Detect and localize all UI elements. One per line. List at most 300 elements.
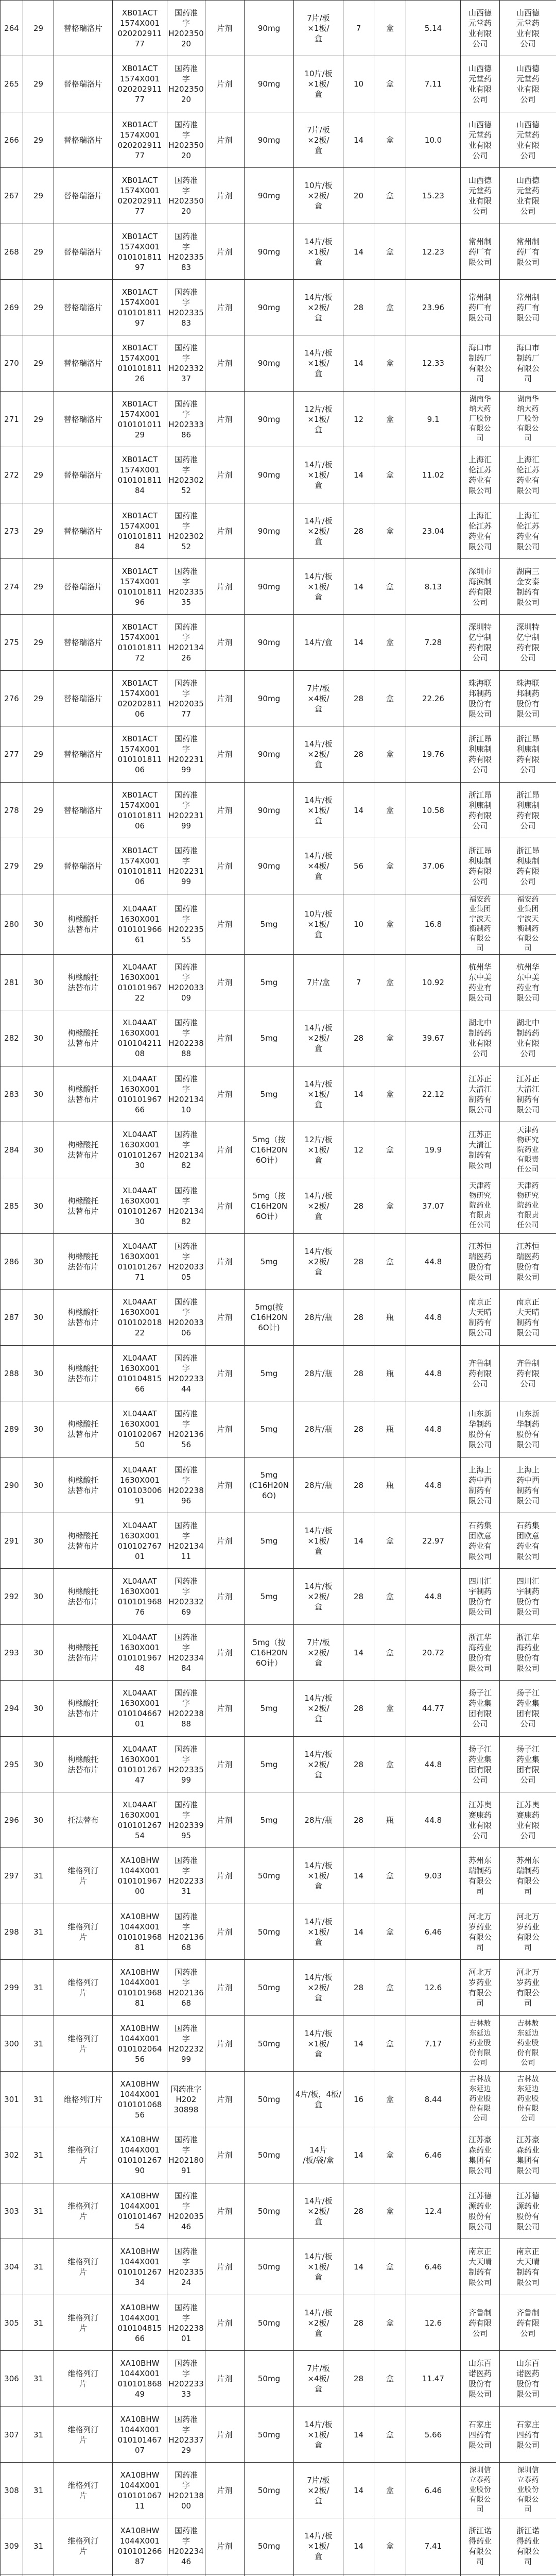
- table-row: [1, 615, 556, 671]
- drug-code-cell: XB01ACT 1574X001 010101811 72: [113, 615, 167, 671]
- row-number-cell: 283: [1, 1066, 23, 1122]
- manufacturer-cell: 石药集 团欧意 药业有 限公司: [461, 1513, 500, 1569]
- drug-code-cell: XL04AAT 1630X001 010102067 50: [113, 1401, 167, 1458]
- packaging-cell: 14片/板 ×2板/ 盒: [294, 2183, 343, 2239]
- row-number-cell: 302: [1, 2127, 23, 2183]
- approval-number-cell: 国药准 字 H202231 99: [167, 838, 205, 894]
- specification-cell: 90mg: [245, 392, 294, 447]
- conversion-quantity-cell: 14: [343, 2127, 374, 2183]
- packaging-cell: 10片/板 ×1板/ 盒: [294, 56, 343, 112]
- approval-number-cell: 国药准 字 H202337 29: [167, 2407, 205, 2463]
- packaging-cell: 7片/板 ×2板/ 盒: [294, 2463, 343, 2518]
- specification-cell: 90mg: [245, 838, 294, 894]
- minimum-unit-cell: 盒: [374, 2518, 406, 2574]
- group-number-cell: 30: [23, 1792, 54, 1848]
- drug-code-cell: XL04AAT 1630X001 010101267 30: [113, 1122, 167, 1178]
- group-number-cell: 30: [23, 1010, 54, 1066]
- manufacturer-cell: 常州制 药厂有 限公司: [461, 280, 500, 335]
- price-cell: 12.33: [406, 335, 461, 392]
- conversion-quantity-cell: 28: [343, 1290, 374, 1346]
- manufacturer-cell: 山西德 元堂药 业有限 公司: [461, 112, 500, 168]
- minimum-unit-cell: 盒: [374, 2072, 406, 2127]
- price-cell: 44.8: [406, 1290, 461, 1346]
- packaging-cell: 28片/瓶: [294, 1458, 343, 1513]
- drug-name-cell: 维格列汀 片: [54, 2351, 113, 2407]
- dosage-form-cell: 片剂: [205, 1681, 245, 1737]
- packaging-cell: 7片/板 ×4板/ 盒: [294, 2351, 343, 2407]
- price-cell: 7.11: [406, 56, 461, 112]
- packaging-cell: 14片/板 ×1板/ 盒: [294, 1066, 343, 1122]
- price-cell: 5.14: [406, 1, 461, 56]
- minimum-unit-cell: 盒: [374, 615, 406, 671]
- drug-code-cell: XB01ACT 1574X001 020202911 77: [113, 112, 167, 168]
- approval-number-cell: 国药准 字 H202033 05: [167, 1234, 205, 1290]
- drug-code-cell: XL04AAT 1630X001 010101267 47: [113, 1737, 167, 1792]
- group-number-cell: 29: [23, 615, 54, 671]
- group-number-cell: 31: [23, 2183, 54, 2239]
- conversion-quantity-cell: 28: [343, 1178, 374, 1234]
- drug-name-cell: 维格列汀 片: [54, 2127, 113, 2183]
- row-number-cell: 294: [1, 1681, 23, 1737]
- table-row: [1, 2127, 556, 2183]
- dosage-form-cell: 片剂: [205, 56, 245, 112]
- price-cell: 6.46: [406, 2463, 461, 2518]
- drug-name-cell: 维格列汀片: [54, 2072, 113, 2127]
- manufacturer-cell: 江苏豪 森药业 集团有 限公司: [461, 2127, 500, 2183]
- dosage-form-cell: 片剂: [205, 392, 245, 447]
- group-number-cell: 30: [23, 1234, 54, 1290]
- group-number-cell: 29: [23, 447, 54, 503]
- license-holder-cell: 上海汇 伦江苏 药业有 限公司: [500, 447, 556, 503]
- minimum-unit-cell: 盒: [374, 2016, 406, 2072]
- conversion-quantity-cell: 14: [343, 1848, 374, 1904]
- minimum-unit-cell: 盒: [374, 1848, 406, 1904]
- approval-number-cell: 国药准 字 H202134 11: [167, 1513, 205, 1569]
- drug-name-cell: 维格列汀 片: [54, 1904, 113, 1960]
- packaging-cell: 14片/板 ×1板/ 盒: [294, 2518, 343, 2574]
- dosage-form-cell: 片剂: [205, 1010, 245, 1066]
- dosage-form-cell: 片剂: [205, 1569, 245, 1625]
- drug-name-cell: 枸橼酸托 法替布片: [54, 1625, 113, 1681]
- license-holder-cell: 福安药 业集团 宁波天 衡制药 有限公 司: [500, 894, 556, 955]
- packaging-cell: 7片/板 ×1板/ 盒: [294, 1, 343, 56]
- minimum-unit-cell: [374, 2574, 406, 2576]
- group-number-cell: 30: [23, 1290, 54, 1346]
- specification-cell: 5mg: [245, 1401, 294, 1458]
- drug-name-cell: 替格瑞洛片: [54, 447, 113, 503]
- manufacturer-cell: 山西德 元堂药 业有限 公司: [461, 1, 500, 56]
- price-cell: 10.58: [406, 783, 461, 838]
- approval-number-cell: 国药准 字 H202335 83: [167, 224, 205, 280]
- drug-code-cell: XB01ACT 1574X001 010101011 29: [113, 392, 167, 447]
- license-holder-cell: 湖北中 制药药 业有限 公司: [500, 1010, 556, 1066]
- price-cell: 11.47: [406, 2351, 461, 2407]
- price-cell: [406, 2574, 461, 2576]
- table-row: [1, 224, 556, 280]
- approval-number-cell: 国药准 字 H202134 26: [167, 615, 205, 671]
- specification-cell: 50mg: [245, 2183, 294, 2239]
- minimum-unit-cell: 盒: [374, 2239, 406, 2295]
- packaging-cell: 14片/板 ×1板/ 盒: [294, 783, 343, 838]
- drug-code-cell: XA10BHW 1044X001 010104815 66: [113, 2295, 167, 2351]
- dosage-form-cell: 片剂: [205, 1904, 245, 1960]
- drug-name-cell: 枸橼酸托 法替布片: [54, 1122, 113, 1178]
- dosage-form-cell: 片剂: [205, 447, 245, 503]
- row-number-cell: 284: [1, 1122, 23, 1178]
- approval-number-cell: 国药准 字 H202332 37: [167, 335, 205, 392]
- minimum-unit-cell: 盒: [374, 2407, 406, 2463]
- dosage-form-cell: 片剂: [205, 1401, 245, 1458]
- group-number-cell: 29: [23, 1, 54, 56]
- manufacturer-cell: 湖北中 制药药 业有限 公司: [461, 1010, 500, 1066]
- row-number-cell: 282: [1, 1010, 23, 1066]
- manufacturer-cell: 湖南华 纳大药 厂股份 有限公 司: [461, 392, 500, 447]
- specification-cell: 5mg: [245, 1010, 294, 1066]
- row-number-cell: [1, 2574, 23, 2576]
- table-row: [1, 2072, 556, 2127]
- dosage-form-cell: 片剂: [205, 1960, 245, 2016]
- price-cell: 23.96: [406, 280, 461, 335]
- drug-code-cell: XA10BHW 1044X001 010101968 81: [113, 1960, 167, 2016]
- packaging-cell: 14片/板 ×1板/ 盒: [294, 2239, 343, 2295]
- packaging-cell: 14片/板 ×1板/ 盒: [294, 559, 343, 615]
- manufacturer-cell: 珠海联 邦制药 股份有 限公司: [461, 671, 500, 726]
- approval-number-cell: 国药准 字 H202233 33: [167, 2351, 205, 2407]
- drug-code-cell: XL04AAT 1630X001 010101968 76: [113, 1569, 167, 1625]
- minimum-unit-cell: 盒: [374, 392, 406, 447]
- group-number-cell: 29: [23, 280, 54, 335]
- drug-name-cell: 枸橼酸托 法替布片: [54, 1346, 113, 1401]
- table-row: [1, 1122, 556, 1178]
- minimum-unit-cell: 盒: [374, 2183, 406, 2239]
- dosage-form-cell: 片剂: [205, 2239, 245, 2295]
- group-number-cell: 31: [23, 2239, 54, 2295]
- specification-cell: 50mg: [245, 2407, 294, 2463]
- specification-cell: 50mg: [245, 2518, 294, 2574]
- group-number-cell: 29: [23, 335, 54, 392]
- table-row: [1, 56, 556, 112]
- specification-cell: 5mg: [245, 1569, 294, 1625]
- drug-code-cell: XL04AAT 1630X001 010101267 30: [113, 1178, 167, 1234]
- dosage-form-cell: 片剂: [205, 2463, 245, 2518]
- price-cell: 20.72: [406, 1625, 461, 1681]
- price-cell: 12.23: [406, 224, 461, 280]
- specification-cell: 50mg: [245, 2351, 294, 2407]
- price-cell: 44.8: [406, 1458, 461, 1513]
- group-number-cell: 30: [23, 1737, 54, 1792]
- dosage-form-cell: 片剂: [205, 1513, 245, 1569]
- approval-number-cell: 国药准 字 H202302 52: [167, 503, 205, 559]
- group-number-cell: 30: [23, 1401, 54, 1458]
- drug-name-cell: 替格瑞洛片: [54, 1, 113, 56]
- packaging-cell: 14片/板 ×1板/ 盒: [294, 224, 343, 280]
- approval-number-cell: 国药准 字 H202231 99: [167, 783, 205, 838]
- dosage-form-cell: 片剂: [205, 168, 245, 224]
- drug-name-cell: 替格瑞洛片: [54, 335, 113, 392]
- license-holder-cell: 四川汇 宇制药 股份有 限公司: [500, 1569, 556, 1625]
- specification-cell: 5mg: [245, 1066, 294, 1122]
- license-holder-cell: 深圳特 亿宁制 药有限 公司: [500, 615, 556, 671]
- dosage-form-cell: [205, 2574, 245, 2576]
- license-holder-cell: 齐鲁制 药有限 公司: [500, 2295, 556, 2351]
- dosage-form-cell: 片剂: [205, 1737, 245, 1792]
- specification-cell: 5mg (C16H20N 6O): [245, 1458, 294, 1513]
- row-number-cell: 287: [1, 1290, 23, 1346]
- manufacturer-cell: 杭州华 东中美 药业有 限公司: [461, 955, 500, 1010]
- table-row: [1, 2463, 556, 2518]
- conversion-quantity-cell: 28: [343, 280, 374, 335]
- dosage-form-cell: 片剂: [205, 224, 245, 280]
- table-row: [1, 1960, 556, 2016]
- minimum-unit-cell: 盒: [374, 955, 406, 1010]
- license-holder-cell: 天津药 物研究 院药业 有限责 任公司: [500, 1178, 556, 1234]
- conversion-quantity-cell: 14: [343, 1513, 374, 1569]
- specification-cell: 50mg: [245, 2463, 294, 2518]
- row-number-cell: 268: [1, 224, 23, 280]
- conversion-quantity-cell: 28: [343, 1234, 374, 1290]
- drug-code-cell: XL04AAT 1630X001 010102018 22: [113, 1290, 167, 1346]
- group-number-cell: 29: [23, 503, 54, 559]
- row-number-cell: 291: [1, 1513, 23, 1569]
- minimum-unit-cell: 盒: [374, 168, 406, 224]
- manufacturer-cell: 河北万 岁药业 有限公 司: [461, 1904, 500, 1960]
- packaging-cell: 14片/板 ×1板/ 盒: [294, 335, 343, 392]
- packaging-cell: 28片/瓶: [294, 1401, 343, 1458]
- drug-name-cell: 替格瑞洛片: [54, 559, 113, 615]
- specification-cell: 90mg: [245, 447, 294, 503]
- drug-name-cell: 维格列汀 片: [54, 2463, 113, 2518]
- group-number-cell: 29: [23, 671, 54, 726]
- packaging-cell: 14片/板 ×2板/ 盒: [294, 1010, 343, 1066]
- drug-name-cell: 维格列汀 片: [54, 2295, 113, 2351]
- license-holder-cell: 珠海联 邦制药 股份有 限公司: [500, 671, 556, 726]
- specification-cell: 90mg: [245, 559, 294, 615]
- group-number-cell: 31: [23, 2127, 54, 2183]
- group-number-cell: 29: [23, 112, 54, 168]
- group-number-cell: 30: [23, 1346, 54, 1401]
- specification-cell: 5mg(按 C16H20N 6O计): [245, 1290, 294, 1346]
- specification-cell: 90mg: [245, 56, 294, 112]
- table-row: [1, 2183, 556, 2239]
- license-holder-cell: 南京正 大天晴 制药有 限公司: [500, 1290, 556, 1346]
- drug-name-cell: 枸橼酸托 法替布片: [54, 894, 113, 955]
- approval-number-cell: 国药准 字 H202232 99: [167, 2016, 205, 2072]
- drug-code-cell: XL04AAT 1630X001 010104667 01: [113, 1681, 167, 1737]
- dosage-form-cell: 片剂: [205, 671, 245, 726]
- license-holder-cell: 河北万 岁药业 有限公 司: [500, 1960, 556, 2016]
- conversion-quantity-cell: 14: [343, 1904, 374, 1960]
- approval-number-cell: 国药准 字 H202231 99: [167, 726, 205, 783]
- specification-cell: 5mg: [245, 1513, 294, 1569]
- table-row: [1, 2295, 556, 2351]
- dosage-form-cell: 片剂: [205, 2127, 245, 2183]
- price-cell: 22.97: [406, 1513, 461, 1569]
- manufacturer-cell: 江苏恒 瑞医药 股份有 限公司: [461, 1234, 500, 1290]
- manufacturer-cell: 深圳市 海滨制 药有限 公司: [461, 559, 500, 615]
- manufacturer-cell: 吉林敖 东延边 药业股 份有限 公司: [461, 2072, 500, 2127]
- price-cell: 5.66: [406, 2407, 461, 2463]
- license-holder-cell: 天津药 物研究 院药业 有限责 任公司: [500, 1122, 556, 1178]
- table-row: [1, 1681, 556, 1737]
- group-number-cell: 29: [23, 224, 54, 280]
- license-holder-cell: 扬子江 药业集 团有限 公司: [500, 1737, 556, 1792]
- license-holder-cell: 山西德 元堂药 业有限 公司: [500, 168, 556, 224]
- group-number-cell: 29: [23, 168, 54, 224]
- table-body: [1, 1, 556, 2576]
- manufacturer-cell: 上海汇 伦江苏 药业有 限公司: [461, 447, 500, 503]
- price-cell: 19.76: [406, 726, 461, 783]
- minimum-unit-cell: 盒: [374, 2295, 406, 2351]
- drug-code-cell: [113, 2574, 167, 2576]
- conversion-quantity-cell: 14: [343, 2016, 374, 2072]
- row-number-cell: 286: [1, 1234, 23, 1290]
- license-holder-cell: 扬子江 药业集 团有限 公司: [500, 1681, 556, 1737]
- row-number-cell: 293: [1, 1625, 23, 1681]
- row-number-cell: 279: [1, 838, 23, 894]
- approval-number-cell: 国药准 字 H202350 20: [167, 56, 205, 112]
- manufacturer-cell: 山东百 诺医药 股份有 限公司: [461, 2351, 500, 2407]
- minimum-unit-cell: 盒: [374, 1960, 406, 2016]
- table-row: [1, 1, 556, 56]
- specification-cell: 90mg: [245, 112, 294, 168]
- specification-cell: 5mg: [245, 1681, 294, 1737]
- price-cell: 7.28: [406, 615, 461, 671]
- manufacturer-cell: 南京正 大天晴 制药有 限公司: [461, 1290, 500, 1346]
- minimum-unit-cell: 盒: [374, 1122, 406, 1178]
- minimum-unit-cell: 盒: [374, 838, 406, 894]
- dosage-form-cell: 片剂: [205, 1066, 245, 1122]
- row-number-cell: 274: [1, 559, 23, 615]
- table-row: [1, 1904, 556, 1960]
- drug-code-cell: XL04AAT 1630X001 010101967 66: [113, 1066, 167, 1122]
- dosage-form-cell: 片剂: [205, 955, 245, 1010]
- group-number-cell: 29: [23, 559, 54, 615]
- manufacturer-cell: 浙江诺 得药业 有限公 司: [461, 2518, 500, 2574]
- drug-name-cell: [54, 2574, 113, 2576]
- manufacturer-cell: 天津药 物研究 院药业 有限责 任公司: [461, 1178, 500, 1234]
- conversion-quantity-cell: 28: [343, 1737, 374, 1792]
- license-holder-cell: 山西德 元堂药 业有限 公司: [500, 1, 556, 56]
- packaging-cell: 14片/板 ×1板/ 盒: [294, 2016, 343, 2072]
- price-cell: 10.92: [406, 955, 461, 1010]
- price-cell: 19.9: [406, 1122, 461, 1178]
- drug-name-cell: 枸橼酸托 法替布片: [54, 1569, 113, 1625]
- price-cell: 22.26: [406, 671, 461, 726]
- minimum-unit-cell: 盒: [374, 2463, 406, 2518]
- dosage-form-cell: 片剂: [205, 559, 245, 615]
- manufacturer-cell: 深圳信 立泰药 业股份 有限公 司: [461, 2463, 500, 2518]
- specification-cell: 90mg: [245, 726, 294, 783]
- table-row: [1, 1458, 556, 1513]
- price-cell: 8.44: [406, 2072, 461, 2127]
- manufacturer-cell: 江苏德 源药业 股份有 限公司: [461, 2183, 500, 2239]
- minimum-unit-cell: 瓶: [374, 1346, 406, 1401]
- manufacturer-cell: 上海汇 伦江苏 药业有 限公司: [461, 503, 500, 559]
- price-cell: 7.41: [406, 2518, 461, 2574]
- specification-cell: 90mg: [245, 168, 294, 224]
- drug-name-cell: 维格列汀 片: [54, 2239, 113, 2295]
- license-holder-cell: [500, 2574, 556, 2576]
- approval-number-cell: 国药准 字 H202234 46: [167, 2518, 205, 2574]
- packaging-cell: 12片/板 ×1板/ 盒: [294, 1122, 343, 1178]
- manufacturer-cell: 河北万 岁药业 有限公 司: [461, 1960, 500, 2016]
- row-number-cell: 290: [1, 1458, 23, 1513]
- conversion-quantity-cell: 28: [343, 1681, 374, 1737]
- price-cell: 7.17: [406, 2016, 461, 2072]
- manufacturer-cell: 江苏奥 赛康药 业有限 公司: [461, 1792, 500, 1848]
- minimum-unit-cell: 盒: [374, 1737, 406, 1792]
- manufacturer-cell: 山西德 元堂药 业有限 公司: [461, 168, 500, 224]
- approval-number-cell: 国药准 字 H202136 68: [167, 1960, 205, 2016]
- conversion-quantity-cell: 14: [343, 783, 374, 838]
- row-number-cell: 270: [1, 335, 23, 392]
- drug-code-cell: XA10BHW 1044X001 010101467 54: [113, 2183, 167, 2239]
- approval-number-cell: 国药准 字 H202238 88: [167, 1010, 205, 1066]
- approval-number-cell: 国药准 字 H202035 46: [167, 2183, 205, 2239]
- conversion-quantity-cell: 28: [343, 1792, 374, 1848]
- drug-code-cell: XA10BHW 1044X001 010102064 56: [113, 2016, 167, 2072]
- packaging-cell: 14片/板 ×2板/ 盒: [294, 1178, 343, 1234]
- table-row: [1, 1290, 556, 1346]
- dosage-form-cell: 片剂: [205, 1625, 245, 1681]
- packaging-cell: 7片/盒: [294, 955, 343, 1010]
- approval-number-cell: 国药准 字 H202136 68: [167, 1904, 205, 1960]
- price-cell: 23.04: [406, 503, 461, 559]
- conversion-quantity-cell: 14: [343, 224, 374, 280]
- minimum-unit-cell: 盒: [374, 112, 406, 168]
- license-holder-cell: 浙江昂 利康制 药有限 公司: [500, 726, 556, 783]
- drug-code-cell: XL04AAT 1630X001 010104211 08: [113, 1010, 167, 1066]
- drug-name-cell: 替格瑞洛片: [54, 838, 113, 894]
- packaging-cell: [294, 2574, 343, 2576]
- license-holder-cell: 浙江昂 利康制 药有限 公司: [500, 838, 556, 894]
- row-number-cell: 275: [1, 615, 23, 671]
- specification-cell: 5mg: [245, 1234, 294, 1290]
- manufacturer-cell: 海口市 制药厂 有限公 司: [461, 335, 500, 392]
- approval-number-cell: 国药准 字 H202335 24: [167, 2239, 205, 2295]
- conversion-quantity-cell: 56: [343, 838, 374, 894]
- row-number-cell: 276: [1, 671, 23, 726]
- table-row: [1, 112, 556, 168]
- conversion-quantity-cell: 14: [343, 1066, 374, 1122]
- row-number-cell: 296: [1, 1792, 23, 1848]
- price-cell: 9.1: [406, 392, 461, 447]
- packaging-cell: 14片/板 ×2板/ 盒: [294, 1960, 343, 2016]
- minimum-unit-cell: 盒: [374, 503, 406, 559]
- minimum-unit-cell: 盒: [374, 280, 406, 335]
- packaging-cell: 7片/板 ×2板/ 盒: [294, 112, 343, 168]
- table-row: [1, 783, 556, 838]
- row-number-cell: 271: [1, 392, 23, 447]
- conversion-quantity-cell: 12: [343, 1122, 374, 1178]
- packaging-cell: 28片/瓶: [294, 1290, 343, 1346]
- table-row: [1, 168, 556, 224]
- minimum-unit-cell: 盒: [374, 56, 406, 112]
- manufacturer-cell: 四川汇 宇制药 股份有 限公司: [461, 1569, 500, 1625]
- minimum-unit-cell: 盒: [374, 559, 406, 615]
- packaging-cell: 14片/板 ×2板/ 盒: [294, 2295, 343, 2351]
- table-row: [1, 1737, 556, 1792]
- specification-cell: 50mg: [245, 1904, 294, 1960]
- price-cell: 9.03: [406, 1848, 461, 1904]
- row-number-cell: 306: [1, 2351, 23, 2407]
- manufacturer-cell: 南京正 大天晴 制药有 限公司: [461, 2239, 500, 2295]
- drug-name-cell: 替格瑞洛片: [54, 112, 113, 168]
- license-holder-cell: 江苏豪 森药业 集团有 限公司: [500, 2127, 556, 2183]
- license-holder-cell: 上海汇 伦江苏 药业有 限公司: [500, 503, 556, 559]
- row-number-cell: 301: [1, 2072, 23, 2127]
- price-cell: 44.8: [406, 1234, 461, 1290]
